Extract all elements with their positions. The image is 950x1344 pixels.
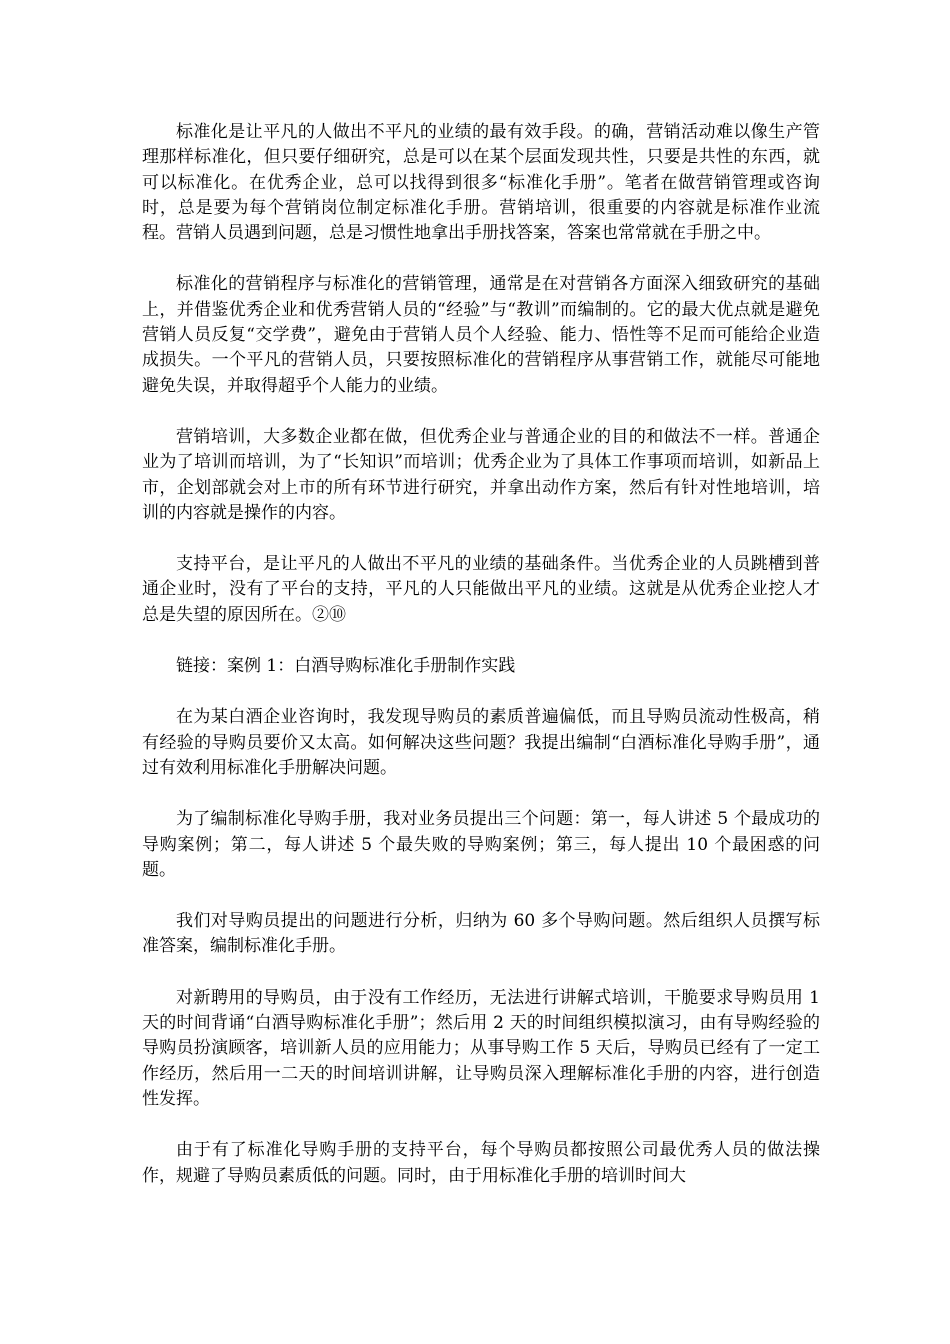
paragraph: 标准化是让平凡的人做出不平凡的业绩的最有效手段。的确，营销活动难以像生产管理那样标准化，但只要仔细研究，总是可以在某个层面发现共性，只要是共性的东西，就可以标准化。在优秀企业，总可以找得到很多“标准化手册”。笔者在做营销管理或咨询时，总是要为每个营销岗位制定标准化手册。营销培训，很重要的内容就是标准作业流程。营销人员遇到问题，总是习惯性地拿出手册找答案，答案也常常就在手册之中。 [142,122,820,244]
paragraph: 支持平台，是让平凡的人做出不平凡的业绩的基础条件。当优秀企业的人员跳槽到普通企业时，没有了平台的支持，平凡的人只能做出平凡的业绩。这就是从优秀企业挖人才总是失望的原因所在。②⑩ [142,554,820,625]
paragraph: 标准化的营销程序与标准化的营销管理，通常是在对营销各方面深入细致研究的基础上，并借鉴优秀企业和优秀营销人员的“经验”与“教训”而编制的。它的最大优点就是避免营销人员反复“交学费”，避免由于营销人员个人经验、能力、悟性等不足而可能给企业造成损失。一个平凡的营销人员，只要按照标准化的营销程序从事营销工作，就能尽可能地避免失误，并取得超乎个人能力的业绩。 [142,274,820,396]
paragraph: 在为某白酒企业咨询时，我发现导购员的素质普遍偏低，而且导购员流动性极高，稍有经验的导购员要价又太高。如何解决这些问题？我提出编制“白酒标准化导购手册”，通过有效利用标准化手册解决问题。 [142,707,820,778]
link-heading: 链接：案例 1：白酒导购标准化手册制作实践 [176,656,516,677]
paragraph: 为了编制标准化导购手册，我对业务员提出三个问题：第一，每人讲述 5 个最成功的导购案例；第二，每人讲述 5 个最失败的导购案例；第三，每人提出 10 个最困惑的问题。 [142,809,820,880]
paragraph: 我们对导购员提出的问题进行分析，归纳为 60 多个导购问题。然后组织人员撰写标准答案，编制标准化手册。 [142,911,820,957]
paragraph: 由于有了标准化导购手册的支持平台，每个导购员都按照公司最优秀人员的做法操作，规避了导购员素质低的问题。同时，由于用标准化手册的培训时间大 [142,1140,820,1186]
document-body [142,120,820,1189]
paragraph: 对新聘用的导购员，由于没有工作经历，无法进行讲解式培训，干脆要求导购员用 1 天的时间背诵“白酒导购标准化手册”；然后用 2 天的时间组织模拟演习，由有导购经验的导购员扮演顾客，培训新人员的应用能力；从事导购工作 5 天后，导购员已经有了一定工作经历，然后用一二天的时间培训讲解，让导购员深入理解标准化手册的内容，进行创造性发挥。 [142,987,820,1109]
paragraph: 营销培训，大多数企业都在做，但优秀企业与普通企业的目的和做法不一样。普通企业为了培训而培训，为了“长知识”而培训；优秀企业为了具体工作事项而培训，如新品上市，企划部就会对上市的所有环节进行研究，并拿出动作方案，然后有针对性地培训，培训的内容就是操作的内容。 [142,426,820,523]
